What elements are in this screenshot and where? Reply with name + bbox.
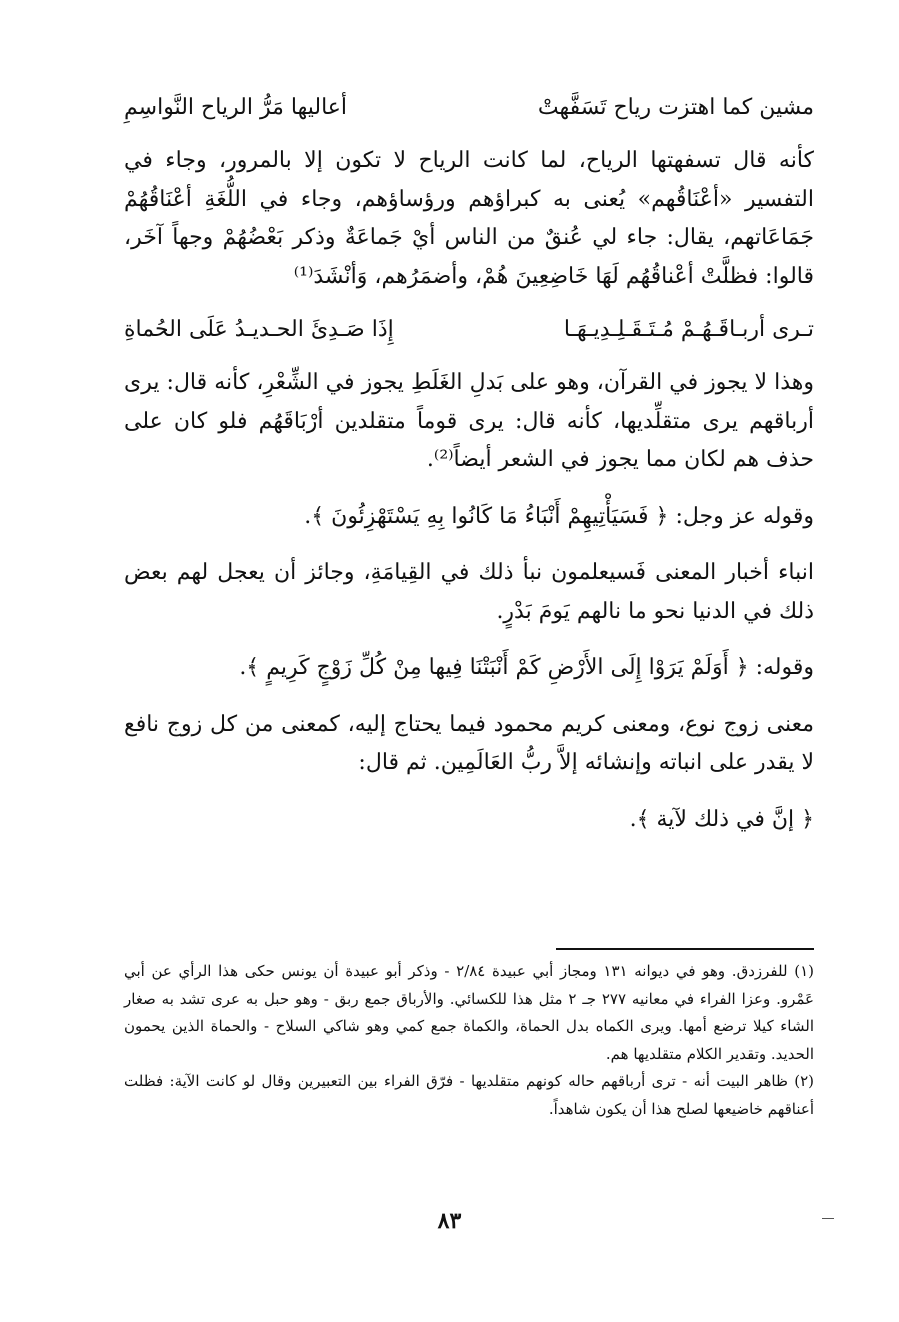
verse-2-right-hemistich: تـرى أربـاقَـهُـمْ مُـتَـقَـلِـدِيـهَـا [563,317,814,342]
paragraph-2: وهذا لا يجوز في القرآن، وهو على بَدلِ الغَلَطِ يجوز في الشِّعْرِ، كأنه قال: يرى أرباقهم يرى متقلِّديها، كأنه قال: يرى قوماً متقلدين أرْبَاقَهُم فلو كان على حذف هم لكان مما يجوز في الشعر أيضاً⁽²⁾. [124,370,814,472]
paragraph-1: كأنه قال تسفهتها الرياح، لما كانت الرياح لا تكون إلا بالمرور، وجاء في التفسير «أعْنَاقُهم» يُعنى به كبراؤهم ورؤساؤهم، وجاء في اللُّغَةِ أعْنَاقُهُمْ جَمَاعَاتهم، يقال: جاء لي عُنقٌ من الناس أيْ جَماعَةٌ وذكر بَعْضُهُمْ وجهاً آخَر، قالوا: فظلَّتْ أعْناقُهُم لَهَا خَاضِعِينَ هُمْ، وأضمَرُهم، وَأنْشَدَ⁽¹⁾ [124,148,814,289]
paragraph-7-quran-verse: ﴿ إنَّ في ذلك لآية ﴾. [629,806,814,832]
paragraph-3-quran-verse: وقوله عز وجل: ﴿ فَسَيَأْتِيهِمْ أَنْبَاءُ مَا كَانُوا بِهِ يَسْتَهْزِئُونَ ﴾. [304,503,814,529]
poetry-verse-1 [124,88,814,128]
paragraph-5-quran-verse: وقوله: ﴿ أَوَلَمْ يَرَوْا إِلَى الأَرْضِ كَمْ أَنْبَتْنَا فِيها مِنْ كُلِّ زَوْجٍ كَرِيمٍ ﴾. [239,655,814,680]
verse-2-left-hemistich: إِذَا صَـدِئَ الحـديـدُ عَلَى الحُماةِ [124,317,394,342]
footnote-separator [556,948,814,950]
paragraph-6: معنى زوج نوع، ومعنى كريم محمود فيما يحتاج إليه، كمعنى من كل زوج نافع لا يقدر على انباته وإنشائه إلاَّ ربُّ العَالَمِين. ثم قال: [124,711,814,775]
footnotes [124,958,814,1123]
verse-1-left-hemistich: أعاليها مَرُّ الرياح النَّواسِمِ [124,95,348,120]
footnote-1: (١) للفرزدق. وهو في ديوانه ١٣١ ومجاز أبي عبيدة ٢/٨٤ - وذكر أبو عبيدة أن يونس حكى هذا الرأي عن أبي عَمْرو. وعزا الفراء في معانيه ٢٧٧ جـ ٢ مثل هذا للكسائي. والأرباق جمع ربق - وهو حبل به عرى تشد به صغار الشاء كيلا ترضع أمها. ويرى الكماه بدل الحماة، والكماة جمع كمي وهو شاكي السلاح - والحماة الذين يحمون الحديد. وتقدير الكلام متقلديها هم. [124,962,815,1063]
footnote-2: (٢) ظاهر البيت أنه - ترى أرباقهم حاله كونهم متقلديها - فرّق الفراء بين التعبيرين وقال لو كانت الآية: فظلت أعناقهم خاضيعها لصلح هذا أن يكون شاهداً. [124,1072,814,1118]
verse-1-right-hemistich: مشين كما اهتزت رياح تَسَفَّهتْ [537,95,814,120]
page-number: ٨٣ [437,1208,462,1234]
margin-mark [822,1218,834,1219]
poetry-verse-2 [124,310,814,350]
main-text [124,88,814,839]
paragraph-4: انباء أخبار المعنى فَسيعلمون نبأ ذلك في القِيامَةِ، وجائز أن يعجل لهم بعض ذلك في الدنيا نحو ما نالهم يَومَ بَدْرٍ. [124,560,814,624]
